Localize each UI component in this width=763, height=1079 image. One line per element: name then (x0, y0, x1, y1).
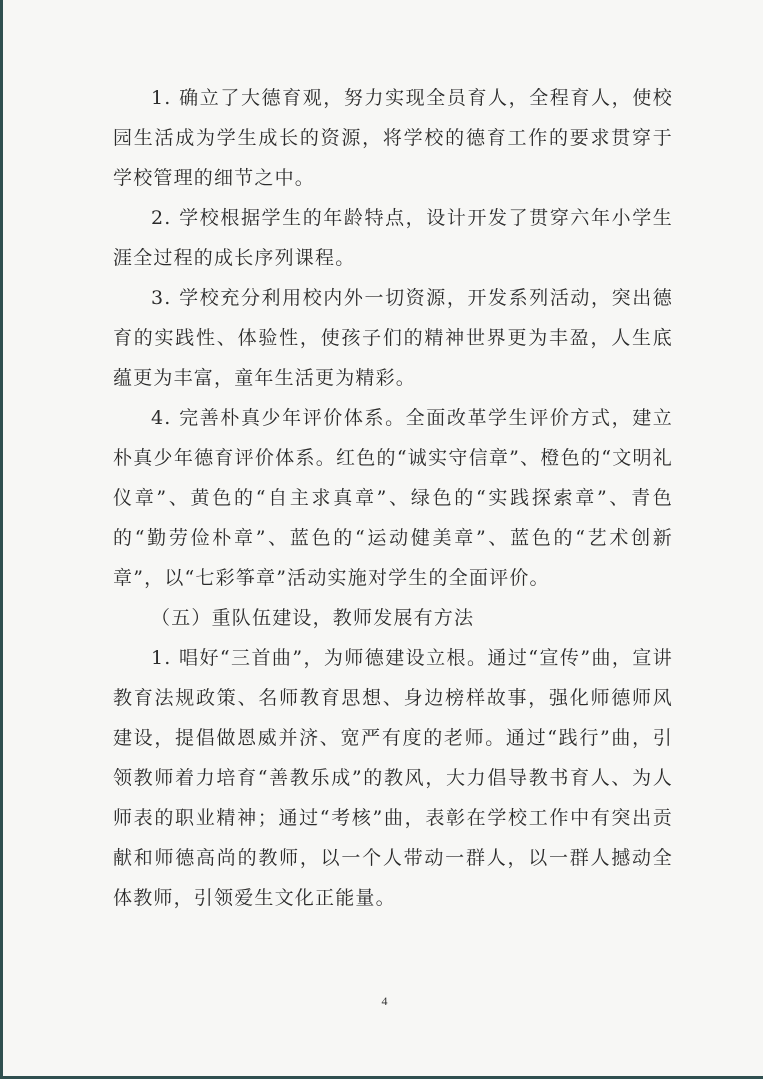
page-number: 4 (381, 994, 388, 1008)
paragraph-1: 1. 确立了大德育观，努力实现全员育人，全程育人，使校园生活成为学生成长的资源，将学校的德育工作的要求贯穿于学校管理的细节之中。 (113, 87, 673, 189)
paragraph-3: 3. 学校充分利用校内外一切资源，开发系列活动，突出德育的实践性、体验性，使孩子们的精神世界更为丰盈，人生底蕴更为丰富，童年生活更为精彩。 (113, 287, 673, 389)
paragraph-4: 4. 完善朴真少年评价体系。全面改革学生评价方式，建立朴真少年德育评价体系。红色的“诚实守信章”、橙色的“文明礼仪章”、黄色的“自主求真章”、绿色的“实践探索章”、青色的“勤劳俭朴章”、蓝色的“运动健美章”、蓝色的“艺术创新章”，以“七彩筝章”活动实施对学生的全面评价。 (113, 407, 673, 589)
section-heading: （五）重队伍建设，教师发展有方法 (151, 607, 475, 629)
section-paragraph-1: 1. 唱好“三首曲”，为师德建设立根。通过“宣传”曲，宣讲教育法规政策、名师教育思想、身边榜样故事，强化师德师风建设，提倡做恩威并济、宽严有度的老师。通过“践行”曲，引领教师着力培育“善教乐成”的教风，大力倡导教书育人、为人师表的职业精神；通过“考核”曲，表彰在学校工作中有突出贡献和师德高尚的教师，以一个人带动一群人，以一群人撼动全体教师，引领爱生文化正能量。 (113, 647, 673, 909)
paragraph-2: 2. 学校根据学生的年龄特点，设计开发了贯穿六年小学生涯全过程的成长序列课程。 (113, 207, 673, 269)
document-body (113, 78, 673, 918)
